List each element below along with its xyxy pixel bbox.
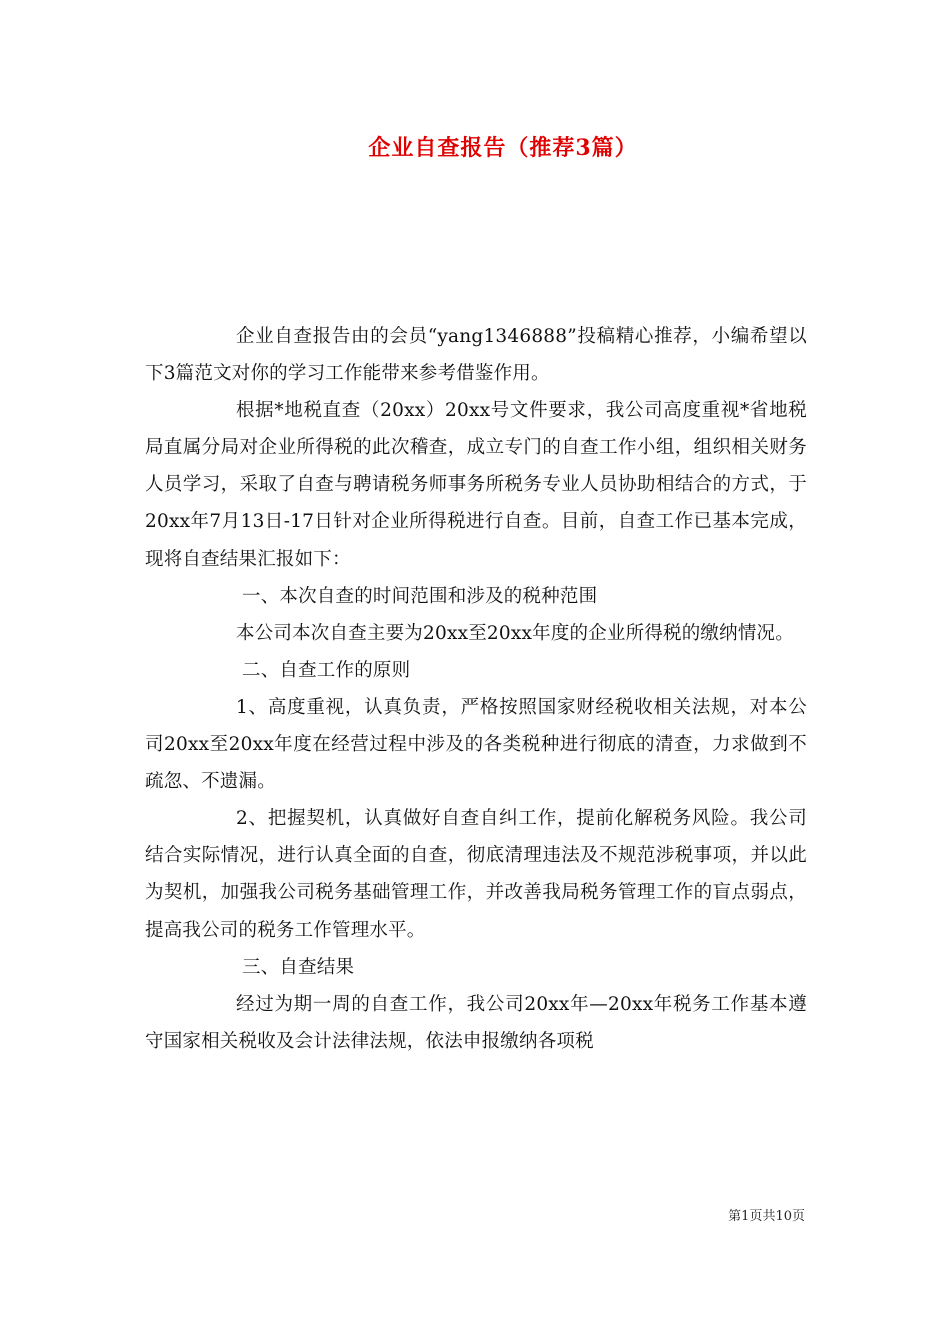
body-paragraph-basis: 根据*地税直查（20xx）20xx号文件要求，我公司高度重视*省地税局直属分局对企业所得税的此次稽查，成立专门的自查工作小组，组织相关财务人员学习，采取了自查与聘请税务师事务所税务专业人员协助相结合的方式，于20xx年7月13日-17日针对企业所得税进行自查。目前，自查工作已基本完成，现将自查结果汇报如下： xyxy=(145,400,807,570)
body-paragraph-principle-2: 2、把握契机，认真做好自查自纠工作，提前化解税务风险。我公司结合实际情况，进行认真全面的自查，彻底清理违法及不规范涉税事项，并以此为契机，加强我公司税务基础管理工作，并改善我局税务管理工作的盲点弱点，提高我公司的税务工作管理水平。 xyxy=(145,808,807,941)
section-heading-1: 一、本次自查的时间范围和涉及的税种范围 xyxy=(242,585,598,607)
intro-paragraph: 企业自查报告由的会员“yang1346888”投稿精心推荐，小编希望以下3篇范文对你的学习工作能带来参考借鉴作用。 xyxy=(145,326,807,385)
page-number: 第1页共10页 xyxy=(728,1209,805,1224)
body-paragraph-result: 经过为期一周的自查工作，我公司20xx年—20xx年税务工作基本遵守国家相关税收及会计法律法规，依法申报缴纳各项税 xyxy=(145,993,807,1052)
body-paragraph-scope: 本公司本次自查主要为20xx至20xx年度的企业所得税的缴纳情况。 xyxy=(236,622,794,644)
document-body xyxy=(145,318,807,1060)
section-heading-2: 二、自查工作的原则 xyxy=(242,659,411,681)
section-heading-3: 三、自查结果 xyxy=(242,956,355,978)
body-paragraph-principle-1: 1、高度重视，认真负责，严格按照国家财经税收相关法规，对本公司20xx至20xx年度在经营过程中涉及的各类税种进行彻底的清查，力求做到不疏忽、不遗漏。 xyxy=(145,696,807,793)
document-title: 企业自查报告（推荐3篇） xyxy=(368,135,638,161)
